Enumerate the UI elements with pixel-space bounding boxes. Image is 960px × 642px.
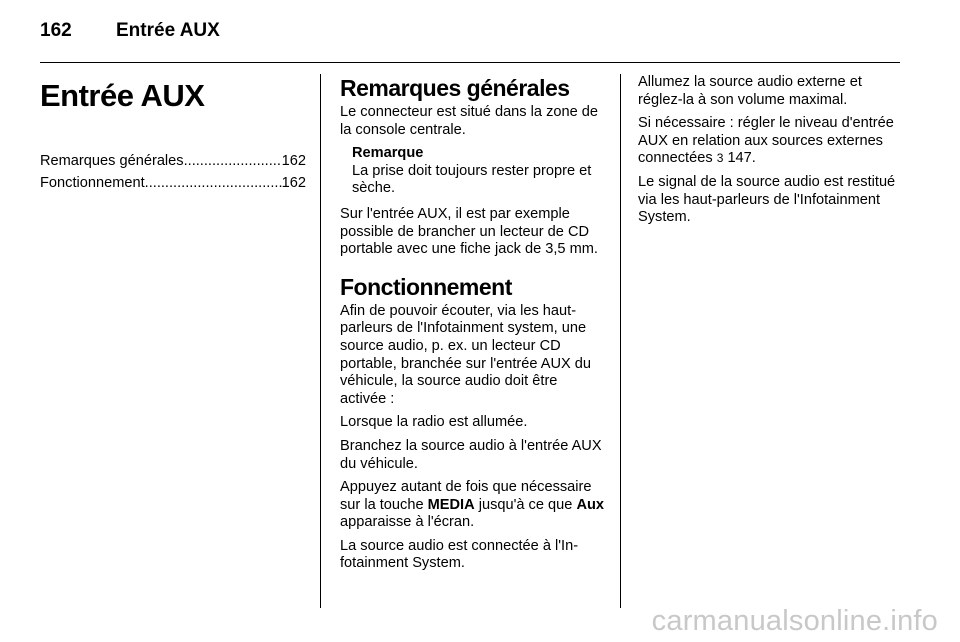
text-run: jusqu'à ce que bbox=[474, 496, 577, 513]
watermark: carmanualsonline.info bbox=[651, 605, 938, 637]
paragraph: Lorsque la radio est allumée. bbox=[340, 414, 528, 431]
text-run: Appuyez autant de fois que nécessaire sur la touche bbox=[340, 479, 592, 513]
paragraph: Le connecteur est situé dans la zone de la console centrale. bbox=[340, 104, 598, 138]
toc-entry-label: Remarques générales bbox=[40, 153, 184, 169]
toc-leader bbox=[145, 172, 282, 194]
paragraph: La source audio est connectée à l'Infotainment System. bbox=[340, 537, 579, 572]
header-rule bbox=[40, 62, 900, 63]
paragraph: Allumez la source audio externe et réglez-la à son volume maximal. bbox=[638, 74, 862, 108]
section-heading-operation: Fonctionnement bbox=[340, 273, 512, 300]
section-heading-general: Remarques générales bbox=[340, 75, 570, 101]
toc-column bbox=[40, 74, 306, 194]
toc-entry-page: 162 bbox=[281, 175, 306, 191]
page-ref-icon[interactable]: 3 bbox=[716, 151, 724, 166]
content-column-1 bbox=[340, 74, 606, 579]
text-run: apparaisse à l'écran. bbox=[340, 514, 475, 531]
note-label: Remarque bbox=[352, 145, 424, 162]
aux-display-label: Aux bbox=[576, 496, 605, 513]
chapter-title: Entrée AUX bbox=[40, 78, 205, 113]
column-divider-2 bbox=[620, 74, 621, 608]
column-divider-1 bbox=[320, 74, 321, 608]
toc-entry[interactable] bbox=[40, 172, 306, 194]
note-box bbox=[340, 145, 606, 198]
toc-entry[interactable] bbox=[40, 150, 306, 172]
paragraph: Afin de pouvoir écouter, via les haut-parleurs de l'Infotainment system, une source audio, p. ex. un lecteur CD portable, branchée sur l'entrée AUX du véhicule, la source audio doit être activée : bbox=[340, 302, 592, 407]
paragraph bbox=[638, 115, 904, 168]
toc-leader bbox=[184, 150, 282, 172]
page-header bbox=[40, 20, 220, 42]
toc-entry-page: 162 bbox=[281, 153, 306, 169]
running-title: Entrée AUX bbox=[116, 20, 220, 41]
note-text: La prise doit toujours rester propre et sèche. bbox=[352, 162, 592, 197]
paragraph: Sur l'entrée AUX, il est par exemple possible de brancher un lecteur de CD portable avec une fiche jack de 3,5 mm. bbox=[340, 205, 598, 258]
paragraph: Le signal de la source audio est restitué via les haut-parleurs de l'Infotainment System. bbox=[638, 173, 896, 226]
paragraph bbox=[340, 479, 606, 532]
page-number: 162 bbox=[40, 20, 72, 41]
media-key-label: MEDIA bbox=[427, 496, 475, 513]
toc-entry-label: Fonctionnement bbox=[40, 175, 145, 191]
paragraph: Branchez la source audio à l'entrée AUX du véhicule. bbox=[340, 437, 602, 472]
content-column-2 bbox=[638, 74, 904, 233]
text-run: 147. bbox=[723, 150, 756, 167]
text-run: Si nécessaire : régler le niveau d'entrée AUX en relation aux sources externes connectées bbox=[638, 115, 894, 167]
